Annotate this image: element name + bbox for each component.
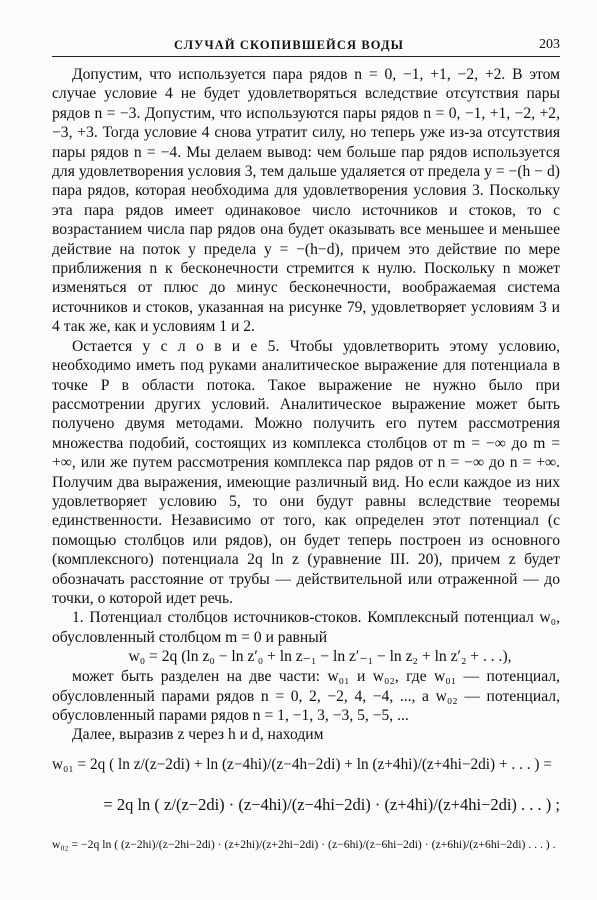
paragraph-split: может быть разделен на две части: w₀₁ и w₀₂, где w₀₁ — потенциал, обусловленный парами рядов n = 0, 2, −2, 4, −4, ..., а w₀₂ — потенциал, обусловленный парами рядов n = 1, −1, 3, −3, 5, −5, ...: [52, 668, 560, 724]
paragraph-condition-5: Остается у с л о в и е 5. Чтобы удовлетворить этому условию, необходимо иметь под руками аналитическое выражение для потенциала в точке P в области потока. Такое выражение не нужно было при рассмотрении других условий. Аналитическое выражение может быть получено двумя методами. Можно получить его путем рассмотрения множества подобий, состоящих из комплекса столбцов от m = −∞ до m = +∞, или же путем рассмотрения комплекса пар рядов от n = −∞ до n = +∞. Получим два выражения, имеющие различный вид. Но если каждое из них удовлетворяет условию 5, то они будут равны вследствие теоремы единственности. Независимо от того, как определен этот потенциал (с помощью столбцов или рядов), он будет теперь построен из основного (комплексного) потенциала 2q ln z (уравнение III. 20), причем z будет обозначать расстояние от трубы — действительной или отраженной — до точки, о которой идет речь.: [52, 337, 560, 607]
formula-w01-product: = 2q ln ( z/(z−2di) · (z−4hi)/(z−4hi−2di) · (z+4hi)/(z+4hi−2di) . . . ) ;: [103, 794, 560, 814]
paragraph-column-potential: 1. Потенциал столбцов источников-стоков. Комплексный потенциал w₀, обусловленный столбцом m = 0 и равный: [52, 609, 560, 646]
formula-w01: w₀₁ = 2q ( ln z/(z−2di) + ln (z−4hi)/(z−4h−2di) + ln (z+4hi)/(z+4hi−2di) + . . . ) =: [52, 755, 552, 773]
page-body: [52, 65, 560, 865]
page-number: 203: [539, 37, 560, 52]
running-title: СЛУЧАЙ СКОПИВШЕЙСЯ ВОДЫ: [173, 38, 405, 52]
book-page: [52, 36, 560, 865]
paragraph-conditions: Допустим, что используется пара рядов n = 0, −1, +1, −2, +2. В этом случае условие 4 не будет удовлетворяться вследствие отсутствия пары рядов n = −3. Допустим, что используются пары рядов n = 0, −1, +1, −2, +2, −3, +3. Тогда условие 4 снова утратит силу, но теперь уже из-за отсутствия пары рядов n = −4. Мы делаем вывод: чем больше пар рядов используется для удовлетворения условия 3, тем дальше удаляется от предела y = −(h − d) пара рядов, которая необходима для удовлетворения условия 3. Поскольку эта пара рядов имеет одинаковое число источников и стоков, то с возрастанием числа пар рядов она будет оказывать все меньшее и меньшее действие на поток у предела y = −(h−d), причем это действие по мере приближения n к бесконечности стремится к нулю. Поскольку n может изменяться от плюс до минус бесконечности, воображаемая система источников и стоков, указанная на рисунке 79, удовлетворяет условиям 3 и 4 так же, как и условиям 1 и 2.: [52, 66, 560, 336]
running-header: [52, 36, 560, 57]
formula-w02: w₀₂ = −2q ln ( (z−2hi)/(z−2hi−2di) · (z+2hi)/(z+2hi−2di) · (z−6hi)/(z−6hi−2di) · (z+6hi)/(z+6hi−2di) . . . ) .: [52, 837, 556, 851]
formula-w0: w₀ = 2q (ln z₀ − ln z′₀ + ln z₋₁ − ln z′₋₁ − ln z₂ + ln z′₂ + . . .),: [128, 648, 512, 666]
paragraph-express-z: Далее, выразив z через h и d, находим: [72, 726, 324, 744]
